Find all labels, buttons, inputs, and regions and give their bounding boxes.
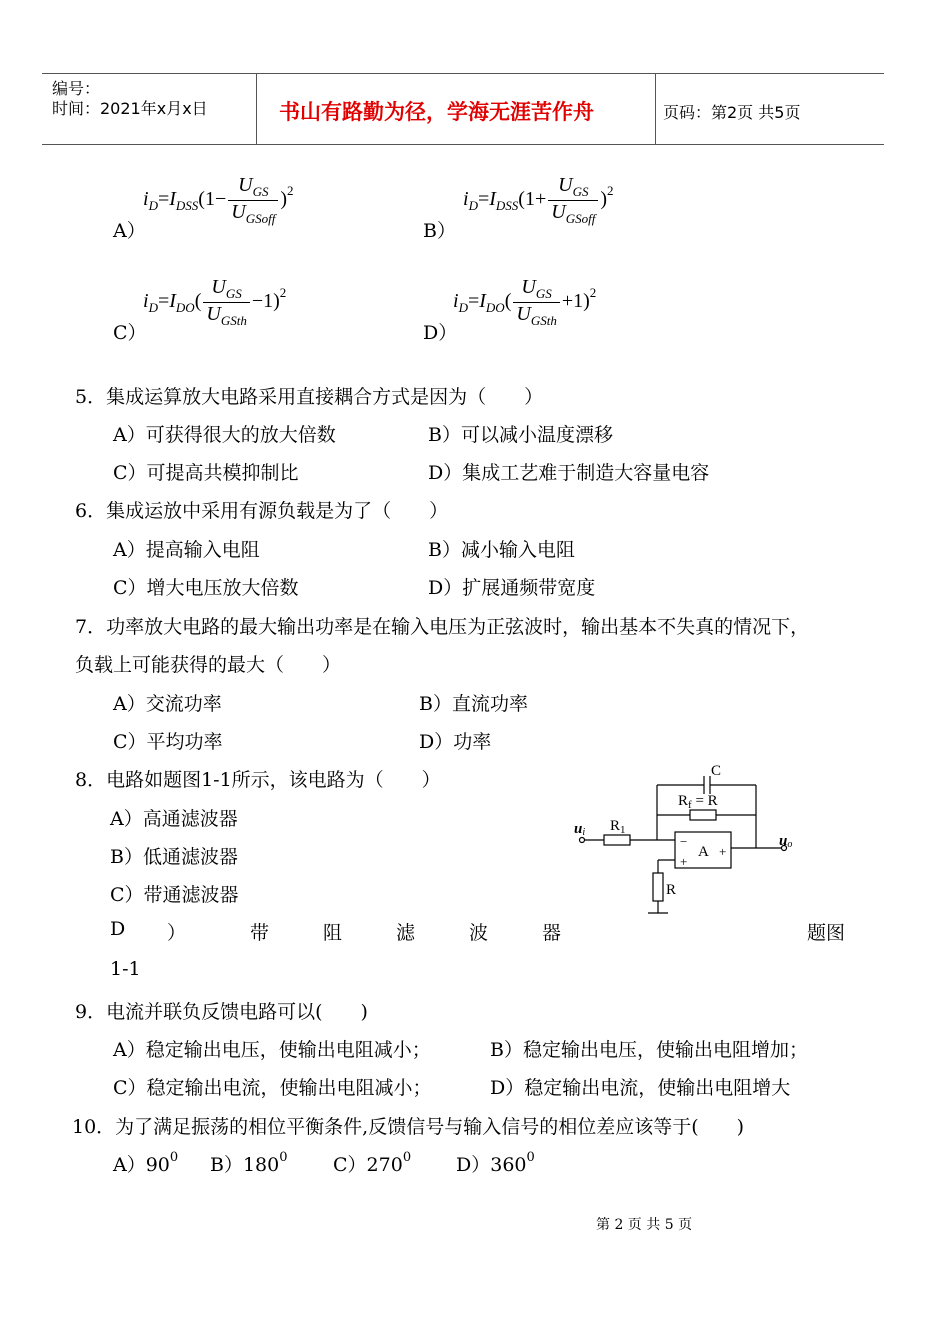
q7-option-c: C）平均功率 bbox=[113, 731, 223, 753]
q9-option-a: A）稳定输出电压，使输出电阻减小； bbox=[113, 1039, 431, 1061]
header-top-rule bbox=[42, 73, 884, 74]
q6-option-c: C）增大电压放大倍数 bbox=[113, 577, 299, 599]
header-divider-2 bbox=[655, 73, 656, 144]
q7-option-d: D）功率 bbox=[419, 731, 492, 753]
formula-d-label: D） bbox=[423, 322, 458, 344]
r1-label: $R_1$ bbox=[610, 818, 626, 836]
q10-option-d: $D)360^0$ bbox=[456, 1150, 535, 1176]
page-footer: 第 2 页 共 5 页 bbox=[596, 1217, 693, 1233]
header-number-label: 编号： bbox=[52, 79, 101, 98]
q8-option-d-char-6: 波 bbox=[469, 922, 489, 944]
q8-option-d-char-2: ） bbox=[167, 922, 187, 944]
header-page-label: 页码：第2页 共5页 bbox=[663, 103, 801, 122]
q8-option-d-char-3: 带 bbox=[250, 922, 270, 944]
formula-b: $i_D=I_{DSS}(1+$ $\frac{U_{GS}}{U_{GSoff}}$ )$^2$ bbox=[463, 174, 614, 226]
amp-label: A bbox=[698, 844, 709, 860]
header-bottom-rule bbox=[42, 144, 884, 145]
q5-stem: 5．集成运算放大电路采用直接耦合方式是因为（ ） bbox=[75, 386, 544, 408]
resistor-rf bbox=[690, 810, 716, 820]
q8-figure-number: 1-1 bbox=[110, 958, 141, 980]
q5-option-c: C）可提高共模抑制比 bbox=[113, 462, 299, 484]
output-voltage-label: uo bbox=[779, 833, 793, 850]
q6-option-a: A）提高输入电阻 bbox=[113, 539, 260, 561]
q8-option-b: B）低通滤波器 bbox=[110, 846, 238, 868]
minus-label: − bbox=[680, 834, 688, 849]
q9-stem: 9．电流并联负反馈电路可以( ) bbox=[75, 1001, 368, 1023]
q8-figure-label: 题图 bbox=[807, 922, 846, 944]
formula-c: $i_D=I_{DO}$( $\frac{U_{GS}}{U_{GSth}}$ −1)$^2$ bbox=[143, 276, 287, 328]
q10-option-b: $B)180^0$ bbox=[210, 1150, 288, 1176]
q8-option-c: C）带通滤波器 bbox=[110, 884, 239, 906]
header-divider-1 bbox=[256, 73, 257, 144]
q7-option-b: B）直流功率 bbox=[419, 693, 528, 715]
q7-option-a: A）交流功率 bbox=[113, 693, 222, 715]
formula-c-label: C） bbox=[113, 322, 147, 344]
q10-option-c: $C)270^0$ bbox=[333, 1150, 412, 1176]
q5-option-d: D）集成工艺难于制造大容量电容 bbox=[428, 462, 710, 484]
input-terminal bbox=[580, 838, 585, 843]
q6-option-b: B）减小输入电阻 bbox=[428, 539, 575, 561]
q8-option-d-char-7: 器 bbox=[542, 922, 562, 944]
header-motto: 书山有路勤为径，学海无涯苦作舟 bbox=[279, 100, 594, 124]
q8-option-a: A）高通滤波器 bbox=[110, 808, 238, 830]
q5-option-b: B）可以减小温度漂移 bbox=[428, 424, 613, 446]
q7-stem-cont: 负载上可能获得的最大（ ） bbox=[75, 654, 342, 676]
header-time-label: 时间：2021年x月x日 bbox=[52, 99, 208, 118]
circuit-diagram bbox=[570, 760, 810, 920]
q10-option-a: $A)90^0$ bbox=[113, 1150, 179, 1176]
q7-stem: 7．功率放大电路的最大输出功率是在输入电压为正弦波时，输出基本不失真的情况下， bbox=[75, 616, 810, 638]
q6-stem: 6．集成运放中采用有源负载是为了（ ） bbox=[75, 500, 449, 522]
formula-a: $i_D=I_{DSS}(1-$ $\frac{U_{GS}}{U_{GSoff}}$ )$^2$ bbox=[143, 174, 294, 226]
plus-label-in: + bbox=[680, 854, 688, 869]
input-voltage-label: ui bbox=[574, 821, 586, 838]
q8-option-d-char-4: 阻 bbox=[323, 922, 343, 944]
q9-option-d: D）稳定输出电流，使输出电阻增大 bbox=[490, 1077, 791, 1099]
q5-option-a: A）可获得很大的放大倍数 bbox=[113, 424, 336, 446]
r-label: R bbox=[666, 882, 677, 898]
q9-option-b: B）稳定输出电压，使输出电阻增加； bbox=[490, 1039, 808, 1061]
plus-label-out: + bbox=[719, 844, 727, 859]
q10-stem: 10．为了满足振荡的相位平衡条件,反馈信号与输入信号的相位差应该等于( ) bbox=[72, 1116, 745, 1138]
q6-option-d: D）扩展通频带宽度 bbox=[428, 577, 596, 599]
formula-d: $i_D=I_{DO}$( $\frac{U_{GS}}{U_{GSth}}$ +1)$^2$ bbox=[453, 276, 597, 328]
capacitor-label: C bbox=[711, 763, 722, 779]
resistor-r1 bbox=[604, 835, 630, 845]
q9-option-c: C）稳定输出电流，使输出电阻减小； bbox=[113, 1077, 432, 1099]
q8-stem: 8．电路如题图1-1所示，该电路为（ ） bbox=[75, 769, 441, 791]
q8-option-d-char-1: D bbox=[110, 918, 126, 940]
formula-b-label: B） bbox=[423, 220, 456, 242]
formula-a-label: A） bbox=[113, 220, 146, 242]
rf-label: $R_f = R$ bbox=[678, 793, 718, 811]
resistor-r bbox=[653, 873, 663, 901]
q8-option-d-char-5: 滤 bbox=[396, 922, 416, 944]
